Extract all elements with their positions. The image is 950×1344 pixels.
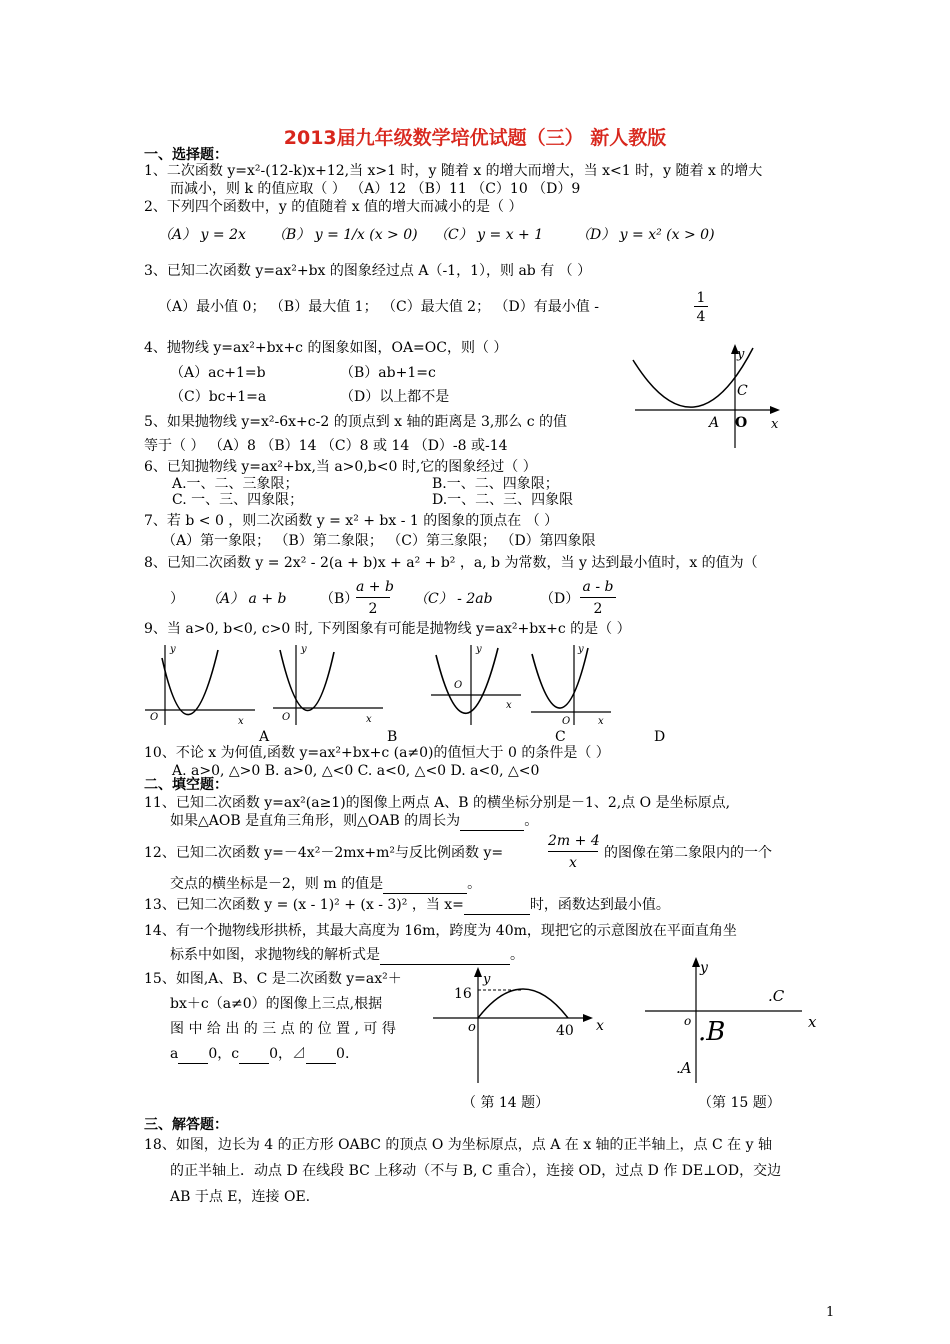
- question-9-stem: 9、当 a>0, b<0, c>0 时, 下列图象有可能是抛物线 y=ax²+bx+c 的是（ ）: [144, 621, 631, 637]
- svg-text:x: x: [366, 714, 372, 725]
- question-11-line2: [170, 812, 538, 831]
- question-18-line3: AB 于点 E，连接 OE.: [170, 1189, 311, 1205]
- question-5-line1: 5、如果抛物线 y=x²-6x+c-2 的顶点到 x 轴的距离是 3,那么 c 的值: [144, 414, 568, 430]
- question-6-stem: 6、已知抛物线 y=ax²+bx,当 a>0,b<0 时,它的图象经过（ ）: [144, 459, 537, 475]
- fraction-bar: [694, 306, 708, 307]
- question-18-line1: 18、如图，边长为 4 的正方形 OABC 的顶点 O 为坐标原点，点 A 在 x 轴的正半轴上，点 C 在 y 轴: [144, 1137, 772, 1153]
- svg-text:x: x: [598, 716, 604, 727]
- question-5-line2: 等于（ ） （A）8 （B）14 （C）8 或 14 （D）-8 或-14: [144, 438, 508, 454]
- answer-blank[interactable]: [239, 1045, 269, 1064]
- question-10-stem: 10、不论 x 为何值,函数 y=ax²+bx+c (a≠0)的值恒大于 0 的条件是（ ）: [144, 745, 610, 761]
- question-15-line3: 图 中 给 出 的 三 点 的 位 置 , 可 得: [170, 1021, 396, 1037]
- question-12-line2: [170, 875, 481, 894]
- x-axis-arrow: [583, 1014, 593, 1022]
- question-8-option-c: （C） - 2ab: [414, 591, 493, 607]
- fraction-bar: [356, 597, 390, 598]
- question-4-stem: 4、抛物线 y=ax²+bx+c 的图象如图，OA=OC，则（ ）: [144, 340, 508, 356]
- figure-14-caption: （ 第 14 题）: [462, 1095, 550, 1111]
- question-11-text: 如果△AOB 是直角三角形，则△OAB 的周长为: [170, 813, 461, 829]
- question-8-option-d-label: （D）: [540, 591, 580, 607]
- answer-blank[interactable]: [383, 875, 467, 894]
- question-8-d-den: 2: [593, 601, 603, 617]
- question-8-option-b-label: （B）: [320, 591, 359, 607]
- graph-label-d: D: [654, 729, 666, 745]
- question-6-option-d: D.一、二、三、四象限: [432, 492, 574, 508]
- svg-text:y: y: [578, 644, 584, 655]
- question-3-frac-num: 1: [696, 290, 706, 306]
- question-4-figure: [625, 340, 815, 450]
- question-8-b-den: 2: [368, 601, 378, 617]
- answer-blank[interactable]: [380, 946, 510, 965]
- origin-label: O: [735, 415, 748, 431]
- fraction-bar: [548, 851, 598, 852]
- question-7-options: （A）第一象限； （B）第二象限； （C）第三象限； （D）第四象限: [162, 533, 596, 549]
- question-15-line2: bx＋c（a≠0）的图像上三点,根据: [170, 996, 383, 1012]
- question-9-graph-b: [268, 640, 388, 730]
- y-axis-arrow: [692, 957, 700, 967]
- page-title: 2013届九年级数学培优试题（三） 新人教版: [283, 127, 667, 149]
- graph-label-c: C: [555, 729, 566, 745]
- x-axis-arrow: [770, 406, 780, 414]
- question-12-frac-num: 2m + 4: [548, 833, 600, 849]
- section-heading: 二、填空题：: [144, 777, 228, 793]
- question-4-option-b: （B）ab+1=c: [340, 365, 436, 381]
- origin-label: o: [468, 1020, 476, 1035]
- parabola-curve: [436, 648, 498, 713]
- point-a-label: .A: [676, 1059, 692, 1077]
- question-12-end: 。: [467, 876, 482, 892]
- point-b-label: .B: [698, 1017, 726, 1047]
- question-14-end: 。: [510, 947, 524, 963]
- question-12-part2: 的图像在第二象限内的一个: [604, 845, 772, 861]
- question-8-close: ）: [170, 591, 184, 607]
- parabola-curve: [162, 650, 218, 715]
- q15-end: 0.: [336, 1046, 350, 1062]
- x-label: x: [808, 1013, 817, 1031]
- answer-blank[interactable]: [178, 1045, 208, 1064]
- question-14-text: 标系中如图，求抛物线的解析式是: [170, 947, 380, 963]
- svg-text:x: x: [238, 716, 244, 727]
- question-9-graph-a: [140, 640, 260, 730]
- question-1-line2: 而减小，则 k 的值应取（ ） （A）12 （B）11 （C）10 （D）9: [170, 181, 581, 197]
- question-12-part1: 12、已知二次函数 y=－4x²－2mx+m²与反比例函数 y=: [144, 845, 504, 861]
- question-15-line1: 15、如图,A、B、C 是二次函数 y=ax²＋: [144, 971, 402, 987]
- y-axis-arrow: [474, 967, 482, 977]
- question-11-end: 。: [524, 813, 539, 829]
- question-8-option-a: （A） a + b: [206, 591, 287, 607]
- fraction-bar: [580, 597, 616, 598]
- parabola-curve: [532, 648, 588, 708]
- graph-label-b: B: [387, 729, 398, 745]
- origin-label: o: [684, 1014, 692, 1028]
- question-4-option-c: （C）bc+1=a: [170, 389, 267, 405]
- question-12-text: 交点的横坐标是－2，则 m 的值是: [170, 876, 384, 892]
- answer-blank[interactable]: [306, 1045, 336, 1064]
- question-9-graph-c: [426, 640, 526, 730]
- svg-text:y: y: [170, 644, 176, 655]
- question-6-option-b: B.一、二、四象限；: [432, 476, 559, 492]
- question-14-line2: [170, 946, 524, 965]
- question-8-stem: 8、已知二次函数 y = 2x² - 2(a + b)x + a² + b² ，a, b 为常数，当 y 达到最小值时，x 的值为（: [144, 555, 758, 571]
- question-2-option-a: （A） y = 2x: [158, 227, 246, 243]
- question-4-option-d: （D）以上都不是: [340, 389, 450, 405]
- svg-text:y: y: [301, 644, 307, 655]
- x-label: x: [596, 1018, 604, 1034]
- y-label: y: [700, 960, 708, 976]
- svg-text:O: O: [562, 716, 571, 727]
- question-6-option-c: C. 一、三、四象限；: [172, 492, 304, 508]
- y-label: y: [737, 347, 745, 362]
- svg-text:O: O: [454, 680, 463, 691]
- question-7-stem: 7、若 b < 0 ，则二次函数 y = x² + bx - 1 的图象的顶点在 （ ）: [144, 513, 559, 529]
- question-14-line1: 14、有一个抛物线形拱桥，其最大高度为 16m，跨度为 40m，现把它的示意图放在平面直角坐: [144, 923, 737, 939]
- question-18-line2: 的正半轴上．动点 D 在线段 BC 上移动（不与 B, C 重合），连接 OD，过点 D 作 DE⊥OD，交边: [170, 1163, 782, 1179]
- width-label: 40: [556, 1023, 574, 1039]
- section-heading: 三、解答题：: [144, 1117, 228, 1133]
- svg-text:y: y: [476, 644, 482, 655]
- question-13-end: 时，函数达到最小值。: [529, 897, 670, 913]
- question-1-line1: 1、二次函数 y=x²-(12-k)x+12,当 x>1 时，y 随着 x 的增大而增大，当 x<1 时，y 随着 x 的增大: [144, 163, 763, 179]
- question-12-frac-den: x: [569, 855, 577, 871]
- figure-14: [428, 965, 618, 1090]
- x-label: x: [771, 417, 779, 432]
- question-4-option-a: （A）ac+1=b: [170, 365, 266, 381]
- y-label: y: [483, 972, 491, 987]
- parabola-curve: [280, 650, 334, 711]
- figure-15: [640, 955, 825, 1085]
- q15-a: a: [170, 1046, 179, 1062]
- question-9-graph-d: [526, 640, 616, 730]
- figure-15-caption: （第 15 题）: [698, 1095, 781, 1111]
- height-label: 16: [454, 986, 472, 1002]
- question-3-options: （A）最小值 0； （B）最大值 1； （C）最大值 2； （D）有最小值 -: [158, 299, 599, 315]
- question-2-stem: 2、下列四个函数中，y 的值随着 x 值的增大而减小的是（ ）: [144, 199, 523, 215]
- q15-delta: 0，⊿: [269, 1046, 307, 1062]
- question-13-text: 13、已知二次函数 y = (x - 1)² + (x - 3)² ，当 x=: [144, 897, 464, 913]
- question-15-line4: [170, 1045, 349, 1064]
- point-a-label: A: [709, 415, 720, 431]
- question-11-line1: 11、已知二次函数 y=ax²(a≥1)的图像上两点 A、B 的横坐标分别是－1、2,点 O 是坐标原点,: [144, 795, 731, 811]
- page-number: 1: [826, 1305, 835, 1320]
- q15-c: 0，c: [208, 1046, 240, 1062]
- arch-curve: [478, 989, 568, 1018]
- question-6-option-a: A.一、二、三象限；: [172, 476, 299, 492]
- question-2-option-b: （B） y = 1/x (x > 0): [272, 227, 418, 243]
- question-10-options: A. a>0, △>0 B. a>0, △<0 C. a<0, △<0 D. a<0, △<0: [172, 763, 540, 779]
- svg-text:x: x: [506, 700, 512, 711]
- question-8-d-num: a - b: [582, 579, 614, 595]
- point-c-label: .C: [768, 987, 785, 1005]
- graph-label-a: A: [259, 729, 270, 745]
- answer-blank[interactable]: [464, 896, 530, 915]
- answer-blank[interactable]: [460, 812, 524, 831]
- section-heading: 一、选择题：: [144, 147, 228, 163]
- question-3-stem: 3、已知二次函数 y=ax²+bx 的图象经过点 A（-1，1），则 ab 有 （ ）: [144, 263, 592, 279]
- question-2-option-d: （D） y = x² (x > 0): [576, 227, 715, 243]
- question-2-option-c: （C） y = x + 1: [434, 227, 544, 243]
- question-13: [144, 896, 670, 915]
- question-3-frac-den: 4: [696, 309, 706, 325]
- question-8-b-num: a + b: [356, 579, 394, 595]
- point-c-label: C: [737, 383, 748, 399]
- svg-text:O: O: [150, 712, 159, 723]
- svg-text:O: O: [282, 712, 291, 723]
